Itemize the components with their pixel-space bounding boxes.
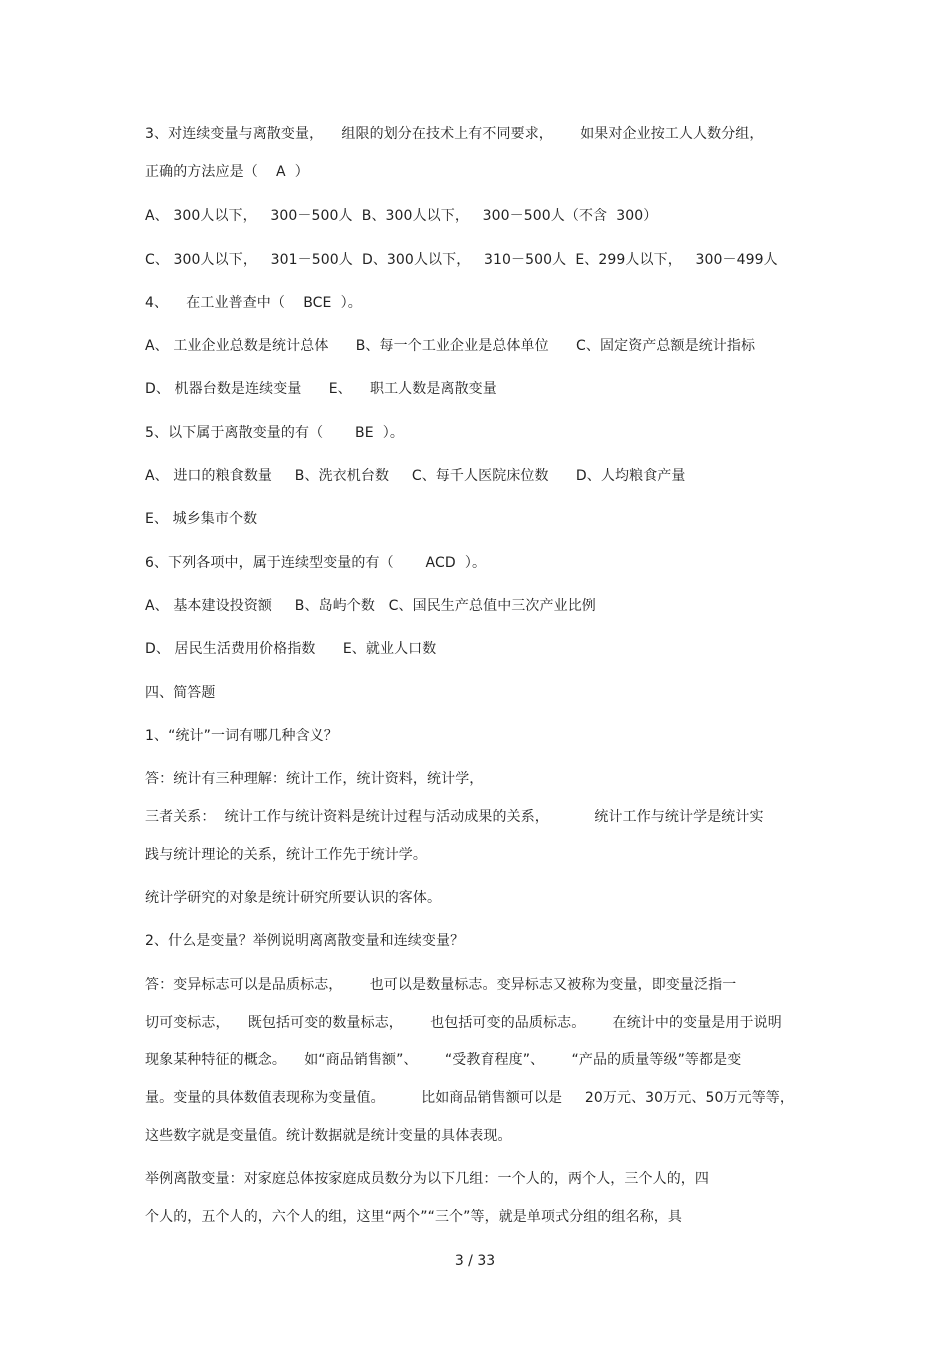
question-title: 2、什么是变量？举例说明离离散变量和连续变量？ <box>145 933 465 949</box>
text-line: D、 居民生活费用价格指数 E、就业人口数 <box>145 641 437 657</box>
text-line: 三者关系： 统计工作与统计资料是统计过程与活动成果的关系， 统计工作与统计学是统计实 <box>145 809 764 825</box>
text-line: 这些数字就是变量值。统计数据就是统计变量的具体表现。 <box>145 1128 512 1144</box>
text-line: 答：统计有三种理解：统计工作，统计资料，统计学， <box>145 771 484 787</box>
text-line: A、 基本建设投资额 B、岛屿个数 C、国民生产总值中三次产业比例 <box>145 598 596 614</box>
section-heading: 四、简答题 <box>145 685 216 701</box>
text-line: 量。变量的具体数值表现称为变量值。 比如商品销售额可以是 20万元、30万元、50万元等等， <box>145 1090 794 1106</box>
text-line: 正确的方法应是（ A ） <box>145 164 309 180</box>
text-line: 答：变异标志可以是品质标志， 也可以是数量标志。变异标志又被称为变量，即变量泛指一 <box>145 977 737 993</box>
text-line: D、 机器台数是连续变量 E、 职工人数是离散变量 <box>145 381 497 397</box>
text-line: 切可变标志， 既包括可变的数量标志， 也包括可变的品质标志。 在统计中的变量是用于说明 <box>145 1015 782 1031</box>
text-line: 践与统计理论的关系，统计工作先于统计学。 <box>145 847 427 863</box>
text-line: 统计学研究的对象是统计研究所要认识的客体。 <box>145 890 442 906</box>
text-line: A、 300人以下， 300－500人 B、300人以下， 300－500人（不含 300） <box>145 208 658 224</box>
text-line: 6、下列各项中，属于连续型变量的有（ ACD ）。 <box>145 555 487 571</box>
text-line: 个人的，五个人的，六个人的组，这里“两个”“三个”等，就是单项式分组的组名称，具 <box>145 1209 683 1225</box>
text-line: 4、 在工业普查中（ BCE ）。 <box>145 295 362 311</box>
text-line: 3、对连续变量与离散变量， 组限的划分在技术上有不同要求， 如果对企业按工人人数分组， <box>145 126 764 142</box>
question-title: 1、“统计”一词有哪几种含义？ <box>145 728 338 744</box>
text-line: A、 工业企业总数是统计总体 B、每一个工业企业是总体单位 C、固定资产总额是统计指标 <box>145 338 756 354</box>
text-line: E、 城乡集市个数 <box>145 511 258 527</box>
text-line: 现象某种特征的概念。 如“商品销售额”、 “受教育程度”、 “产品的质量等级”等都是变 <box>145 1052 742 1068</box>
text-line: 5、以下属于离散变量的有（ BE ）。 <box>145 425 405 441</box>
page-number: 3 / 33 <box>454 1253 496 1269</box>
text-line: 举例离散变量：对家庭总体按家庭成员数分为以下几组：一个人的，两个人，三个人的，四 <box>145 1171 709 1187</box>
text-line: C、 300人以下， 301－500人 D、300人以下， 310－500人 E、299人以下， 300－499人 <box>145 252 778 268</box>
text-line: A、 进口的粮食数量 B、洗衣机台数 C、每千人医院床位数 D、人均粮食产量 <box>145 468 686 484</box>
